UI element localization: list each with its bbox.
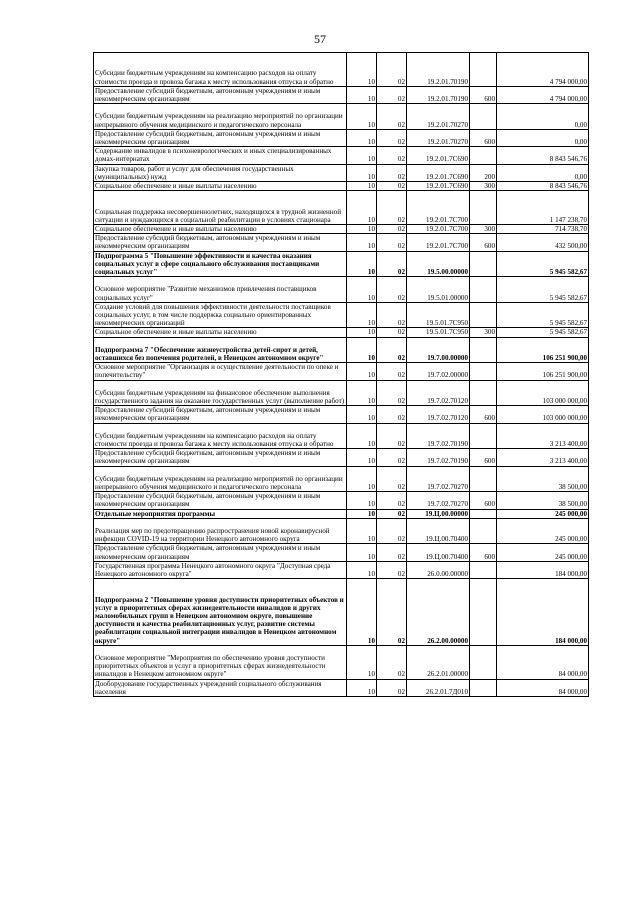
row-target-article-cell: 19.7.02.70190 bbox=[407, 449, 470, 466]
row-expense-type-cell bbox=[470, 53, 497, 87]
table-row bbox=[94, 182, 589, 191]
row-name-cell: Субсидии бюджетным учреждениям на реализацию мероприятий по организации непрерывного обучения медицинского и педагогического персонала bbox=[94, 466, 347, 492]
row-expense-type-cell bbox=[470, 302, 497, 328]
row-target-article-cell: 19.5.00.00000 bbox=[407, 251, 470, 277]
row-amount-cell: 103 000 000,00 bbox=[497, 380, 589, 406]
table-row bbox=[94, 518, 589, 544]
row-target-article-cell: 19.7.00.00000 bbox=[407, 337, 470, 363]
row-name-cell: Субсидии бюджетным учреждениям на финансовое обеспечение выполнения государственного задания на оказание государственных услуг (выполнение работ) bbox=[94, 380, 347, 406]
row-target-article-cell: 19.7.02.00000 bbox=[407, 363, 470, 380]
row-amount-cell: 5 945 582,67 bbox=[497, 302, 589, 328]
row-target-article-cell: 19.2.01.7С690 bbox=[407, 164, 470, 181]
row-target-article-cell: 19.2.01.7С690 bbox=[407, 147, 470, 164]
row-target-article-cell: 19.2.01.70190 bbox=[407, 86, 470, 103]
row-amount-cell: 245 000,00 bbox=[497, 544, 589, 561]
table-row bbox=[94, 53, 589, 87]
table-row bbox=[94, 423, 589, 449]
row-section-cell: 10 bbox=[347, 302, 377, 328]
row-subsection-cell: 02 bbox=[377, 251, 407, 277]
row-name-cell: Предоставление субсидий бюджетным, автономным учреждениям и иным некоммерческим организациям bbox=[94, 129, 347, 146]
row-target-article-cell: 19.2.01.7С700 bbox=[407, 191, 470, 225]
row-name-cell: Подпрограмма 2 "Повышение уровня доступности приоритетных объектов и услуг в приоритетных сферах жизнедеятельности инвалидов и других маломобильных групп в Ненецком автономном округе, повышение доступности и качества реабилитационных услуг, развитие системы реабилитации социальной интеграции инвалидов в Ненецком автономном округе" bbox=[94, 579, 347, 646]
row-target-article-cell: 19.7.02.70120 bbox=[407, 406, 470, 423]
row-expense-type-cell: 600 bbox=[470, 234, 497, 251]
table-row bbox=[94, 406, 589, 423]
row-amount-cell: 5 945 582,67 bbox=[497, 328, 589, 337]
row-section-cell: 10 bbox=[347, 492, 377, 509]
table-row bbox=[94, 380, 589, 406]
row-expense-type-cell bbox=[470, 251, 497, 277]
row-name-cell: Субсидии бюджетным учреждениям на реализацию мероприятий по организации непрерывного обучения медицинского и педагогического персонала bbox=[94, 104, 347, 130]
row-expense-type-cell: 600 bbox=[470, 492, 497, 509]
row-expense-type-cell bbox=[470, 363, 497, 380]
row-section-cell: 10 bbox=[347, 579, 377, 646]
row-subsection-cell: 02 bbox=[377, 302, 407, 328]
row-target-article-cell: 19.Ц.00.70400 bbox=[407, 518, 470, 544]
row-section-cell: 10 bbox=[347, 182, 377, 191]
row-name-cell: Предоставление субсидий бюджетным, автономным учреждениям и иным некоммерческим организациям bbox=[94, 234, 347, 251]
table-row bbox=[94, 337, 589, 363]
table-row bbox=[94, 86, 589, 103]
row-amount-cell: 106 251 900,00 bbox=[497, 337, 589, 363]
row-name-cell: Основное мероприятие "Развитие механизмов привлечения поставщиков социальных услуг" bbox=[94, 277, 347, 303]
row-subsection-cell: 02 bbox=[377, 277, 407, 303]
row-target-article-cell: 19.2.01.70190 bbox=[407, 53, 470, 87]
row-target-article-cell: 19.Ц.00.00000 bbox=[407, 509, 470, 518]
row-target-article-cell: 19.2.01.70270 bbox=[407, 129, 470, 146]
row-amount-cell: 245 000,00 bbox=[497, 509, 589, 518]
row-subsection-cell: 02 bbox=[377, 492, 407, 509]
table-row bbox=[94, 579, 589, 646]
row-section-cell: 10 bbox=[347, 449, 377, 466]
row-subsection-cell: 02 bbox=[377, 449, 407, 466]
row-subsection-cell: 02 bbox=[377, 147, 407, 164]
row-expense-type-cell bbox=[470, 147, 497, 164]
row-name-cell: Предоставление субсидий бюджетным, автономным учреждениям и иным некоммерческим организациям bbox=[94, 449, 347, 466]
row-target-article-cell: 26.2.01.7Д010 bbox=[407, 679, 470, 696]
row-target-article-cell: 19.2.01.7С700 bbox=[407, 225, 470, 234]
row-subsection-cell: 02 bbox=[377, 164, 407, 181]
row-amount-cell: 5 945 582,67 bbox=[497, 277, 589, 303]
table-row bbox=[94, 129, 589, 146]
row-name-cell: Отдельные мероприятия программы bbox=[94, 509, 347, 518]
row-name-cell: Социальное обеспечение и иные выплаты населению bbox=[94, 182, 347, 191]
row-expense-type-cell bbox=[470, 579, 497, 646]
table-row bbox=[94, 363, 589, 380]
row-subsection-cell: 02 bbox=[377, 466, 407, 492]
row-amount-cell: 4 794 000,00 bbox=[497, 86, 589, 103]
row-expense-type-cell: 600 bbox=[470, 86, 497, 103]
row-subsection-cell: 02 bbox=[377, 380, 407, 406]
row-section-cell: 10 bbox=[347, 191, 377, 225]
row-expense-type-cell bbox=[470, 509, 497, 518]
row-expense-type-cell bbox=[470, 466, 497, 492]
row-subsection-cell: 02 bbox=[377, 406, 407, 423]
row-target-article-cell: 26.2.01.00000 bbox=[407, 645, 470, 679]
row-name-cell: Закупка товаров, работ и услуг для обеспечения государственных (муниципальных) нужд bbox=[94, 164, 347, 181]
row-expense-type-cell: 300 bbox=[470, 328, 497, 337]
row-amount-cell: 184 000,00 bbox=[497, 579, 589, 646]
row-amount-cell: 0,00 bbox=[497, 164, 589, 181]
row-amount-cell: 8 843 546,76 bbox=[497, 182, 589, 191]
table-row bbox=[94, 191, 589, 225]
row-target-article-cell: 19.2.01.70270 bbox=[407, 104, 470, 130]
row-name-cell: Основное мероприятие "Мероприятия по обеспечению уровня доступности приоритетных объектов и услуг в приоритетных сферах жизнедеятельности инвалидов в Ненецком автономном округе" bbox=[94, 645, 347, 679]
row-target-article-cell: 19.5.01.7С950 bbox=[407, 328, 470, 337]
row-expense-type-cell: 600 bbox=[470, 544, 497, 561]
row-target-article-cell: 19.5.01.7С950 bbox=[407, 302, 470, 328]
row-expense-type-cell: 600 bbox=[470, 449, 497, 466]
row-subsection-cell: 02 bbox=[377, 337, 407, 363]
row-section-cell: 10 bbox=[347, 225, 377, 234]
row-section-cell: 10 bbox=[347, 129, 377, 146]
row-subsection-cell: 02 bbox=[377, 544, 407, 561]
table-row bbox=[94, 251, 589, 277]
row-subsection-cell: 02 bbox=[377, 579, 407, 646]
row-amount-cell: 3 213 400,00 bbox=[497, 423, 589, 449]
row-subsection-cell: 02 bbox=[377, 328, 407, 337]
row-amount-cell: 5 945 582,67 bbox=[497, 251, 589, 277]
row-section-cell: 10 bbox=[347, 380, 377, 406]
row-name-cell: Социальная поддержка несовершеннолетних, находящихся в трудной жизненной ситуации и нуждающихся в социальной реабилитации в условиях стационара bbox=[94, 191, 347, 225]
row-subsection-cell: 02 bbox=[377, 191, 407, 225]
row-subsection-cell: 02 bbox=[377, 53, 407, 87]
row-name-cell: Дооборудование государственных учреждений социального обслуживания населения bbox=[94, 679, 347, 696]
row-subsection-cell: 02 bbox=[377, 86, 407, 103]
row-subsection-cell: 02 bbox=[377, 225, 407, 234]
row-section-cell: 10 bbox=[347, 164, 377, 181]
row-expense-type-cell bbox=[470, 380, 497, 406]
row-subsection-cell: 02 bbox=[377, 129, 407, 146]
row-subsection-cell: 02 bbox=[377, 645, 407, 679]
table-row bbox=[94, 544, 589, 561]
row-expense-type-cell bbox=[470, 423, 497, 449]
row-amount-cell: 103 000 000,00 bbox=[497, 406, 589, 423]
row-section-cell: 10 bbox=[347, 251, 377, 277]
row-section-cell: 10 bbox=[347, 466, 377, 492]
row-section-cell: 10 bbox=[347, 509, 377, 518]
row-amount-cell: 184 000,00 bbox=[497, 561, 589, 578]
row-amount-cell: 4 794 000,00 bbox=[497, 53, 589, 87]
row-amount-cell: 714 738,70 bbox=[497, 225, 589, 234]
row-subsection-cell: 02 bbox=[377, 363, 407, 380]
row-section-cell: 10 bbox=[347, 544, 377, 561]
row-name-cell: Подпрограмма 5 "Повышение эффективности и качества оказания социальных услуг в сфере социального обслуживания поставщиками социальных услуг" bbox=[94, 251, 347, 277]
row-expense-type-cell: 300 bbox=[470, 225, 497, 234]
table-row bbox=[94, 147, 589, 164]
row-subsection-cell: 02 bbox=[377, 423, 407, 449]
table-row bbox=[94, 225, 589, 234]
table-row bbox=[94, 561, 589, 578]
row-name-cell: Субсидии бюджетным учреждениям на компенсацию расходов на оплату стоимости проезда и провоза багажа к месту использования отпуска и обратно bbox=[94, 423, 347, 449]
row-subsection-cell: 02 bbox=[377, 679, 407, 696]
row-amount-cell: 84 000,00 bbox=[497, 645, 589, 679]
row-subsection-cell: 02 bbox=[377, 182, 407, 191]
row-name-cell: Социальное обеспечение и иные выплаты населению bbox=[94, 225, 347, 234]
row-section-cell: 10 bbox=[347, 518, 377, 544]
page-number: 57 bbox=[314, 32, 326, 46]
row-target-article-cell: 26.0.00.00000 bbox=[407, 561, 470, 578]
row-amount-cell: 8 843 546,76 bbox=[497, 147, 589, 164]
row-expense-type-cell bbox=[470, 337, 497, 363]
row-subsection-cell: 02 bbox=[377, 234, 407, 251]
row-name-cell: Государственная программа Ненецкого автономного округа "Доступная среда Ненецкого автономного округа" bbox=[94, 561, 347, 578]
row-target-article-cell: 19.5.01.00000 bbox=[407, 277, 470, 303]
row-section-cell: 10 bbox=[347, 86, 377, 103]
row-section-cell: 10 bbox=[347, 363, 377, 380]
row-target-article-cell: 19.7.02.70270 bbox=[407, 466, 470, 492]
row-name-cell: Подпрограмма 7 "Обеспечение жизнеустройства детей-сирот и детей, оставшихся без попечения родителей, в Ненецком автономном округе" bbox=[94, 337, 347, 363]
row-section-cell: 10 bbox=[347, 53, 377, 87]
row-target-article-cell: 19.7.02.70120 bbox=[407, 380, 470, 406]
row-amount-cell: 432 500,00 bbox=[497, 234, 589, 251]
row-name-cell: Социальное обеспечение и иные выплаты населению bbox=[94, 328, 347, 337]
row-target-article-cell: 19.7.02.70190 bbox=[407, 423, 470, 449]
budget-table bbox=[93, 52, 589, 697]
row-subsection-cell: 02 bbox=[377, 509, 407, 518]
row-section-cell: 10 bbox=[347, 234, 377, 251]
row-section-cell: 10 bbox=[347, 337, 377, 363]
row-amount-cell: 1 147 238,70 bbox=[497, 191, 589, 225]
row-target-article-cell: 19.Ц.00.70400 bbox=[407, 544, 470, 561]
row-expense-type-cell bbox=[470, 679, 497, 696]
row-amount-cell: 245 000,00 bbox=[497, 518, 589, 544]
table-row bbox=[94, 277, 589, 303]
row-expense-type-cell bbox=[470, 277, 497, 303]
row-name-cell: Предоставление субсидий бюджетным, автономным учреждениям и иным некоммерческим организациям bbox=[94, 406, 347, 423]
table-row bbox=[94, 449, 589, 466]
row-amount-cell: 0,00 bbox=[497, 104, 589, 130]
row-amount-cell: 38 500,00 bbox=[497, 466, 589, 492]
row-amount-cell: 0,00 bbox=[497, 129, 589, 146]
row-name-cell: Основное мероприятие "Организация и осуществление деятельности по опеке и попечительству" bbox=[94, 363, 347, 380]
table-row bbox=[94, 328, 589, 337]
row-amount-cell: 3 213 400,00 bbox=[497, 449, 589, 466]
budget-table-body bbox=[94, 53, 589, 697]
row-subsection-cell: 02 bbox=[377, 104, 407, 130]
row-target-article-cell: 19.2.01.7С700 bbox=[407, 234, 470, 251]
row-name-cell: Реализация мер по предотвращению распространения новой коронавирусной инфекции COVID-19 на территории Ненецкого автономного округа bbox=[94, 518, 347, 544]
row-amount-cell: 38 500,00 bbox=[497, 492, 589, 509]
row-expense-type-cell: 300 bbox=[470, 182, 497, 191]
row-target-article-cell: 19.2.01.7С690 bbox=[407, 182, 470, 191]
row-expense-type-cell bbox=[470, 561, 497, 578]
row-expense-type-cell: 200 bbox=[470, 164, 497, 181]
table-row bbox=[94, 645, 589, 679]
table-row bbox=[94, 234, 589, 251]
row-section-cell: 10 bbox=[347, 645, 377, 679]
row-expense-type-cell: 600 bbox=[470, 406, 497, 423]
row-expense-type-cell bbox=[470, 191, 497, 225]
row-section-cell: 10 bbox=[347, 277, 377, 303]
row-expense-type-cell bbox=[470, 104, 497, 130]
row-name-cell: Субсидии бюджетным учреждениям на компенсацию расходов на оплату стоимости проезда и провоза багажа к месту использования отпуска и обратно bbox=[94, 53, 347, 87]
table-row bbox=[94, 302, 589, 328]
row-expense-type-cell: 600 bbox=[470, 129, 497, 146]
table-row bbox=[94, 679, 589, 696]
table-row bbox=[94, 164, 589, 181]
row-section-cell: 10 bbox=[347, 147, 377, 164]
row-subsection-cell: 02 bbox=[377, 518, 407, 544]
row-expense-type-cell bbox=[470, 645, 497, 679]
row-amount-cell: 84 000,00 bbox=[497, 679, 589, 696]
row-name-cell: Предоставление субсидий бюджетным, автономным учреждениям и иным некоммерческим организациям bbox=[94, 492, 347, 509]
row-name-cell: Предоставление субсидий бюджетным, автономным учреждениям и иным некоммерческим организациям bbox=[94, 86, 347, 103]
row-section-cell: 10 bbox=[347, 561, 377, 578]
row-section-cell: 10 bbox=[347, 328, 377, 337]
row-section-cell: 10 bbox=[347, 406, 377, 423]
row-name-cell: Содержание инвалидов в психоневрологических и иных специализированных домах-интернатах bbox=[94, 147, 347, 164]
table-row bbox=[94, 492, 589, 509]
row-subsection-cell: 02 bbox=[377, 561, 407, 578]
table-row bbox=[94, 104, 589, 130]
row-expense-type-cell bbox=[470, 518, 497, 544]
row-amount-cell: 106 251 900,00 bbox=[497, 363, 589, 380]
table-row bbox=[94, 466, 589, 492]
row-target-article-cell: 19.7.02.70270 bbox=[407, 492, 470, 509]
row-section-cell: 10 bbox=[347, 104, 377, 130]
row-section-cell: 10 bbox=[347, 423, 377, 449]
row-name-cell: Предоставление субсидий бюджетным, автономным учреждениям и иным некоммерческим организациям bbox=[94, 544, 347, 561]
row-name-cell: Создание условий для повышения эффективности деятельности поставщиков социальных услуг, в том числе поддержка социально ориентированных некоммерческих организаций bbox=[94, 302, 347, 328]
row-section-cell: 10 bbox=[347, 679, 377, 696]
row-target-article-cell: 26.2.00.00000 bbox=[407, 579, 470, 646]
table-row bbox=[94, 509, 589, 518]
